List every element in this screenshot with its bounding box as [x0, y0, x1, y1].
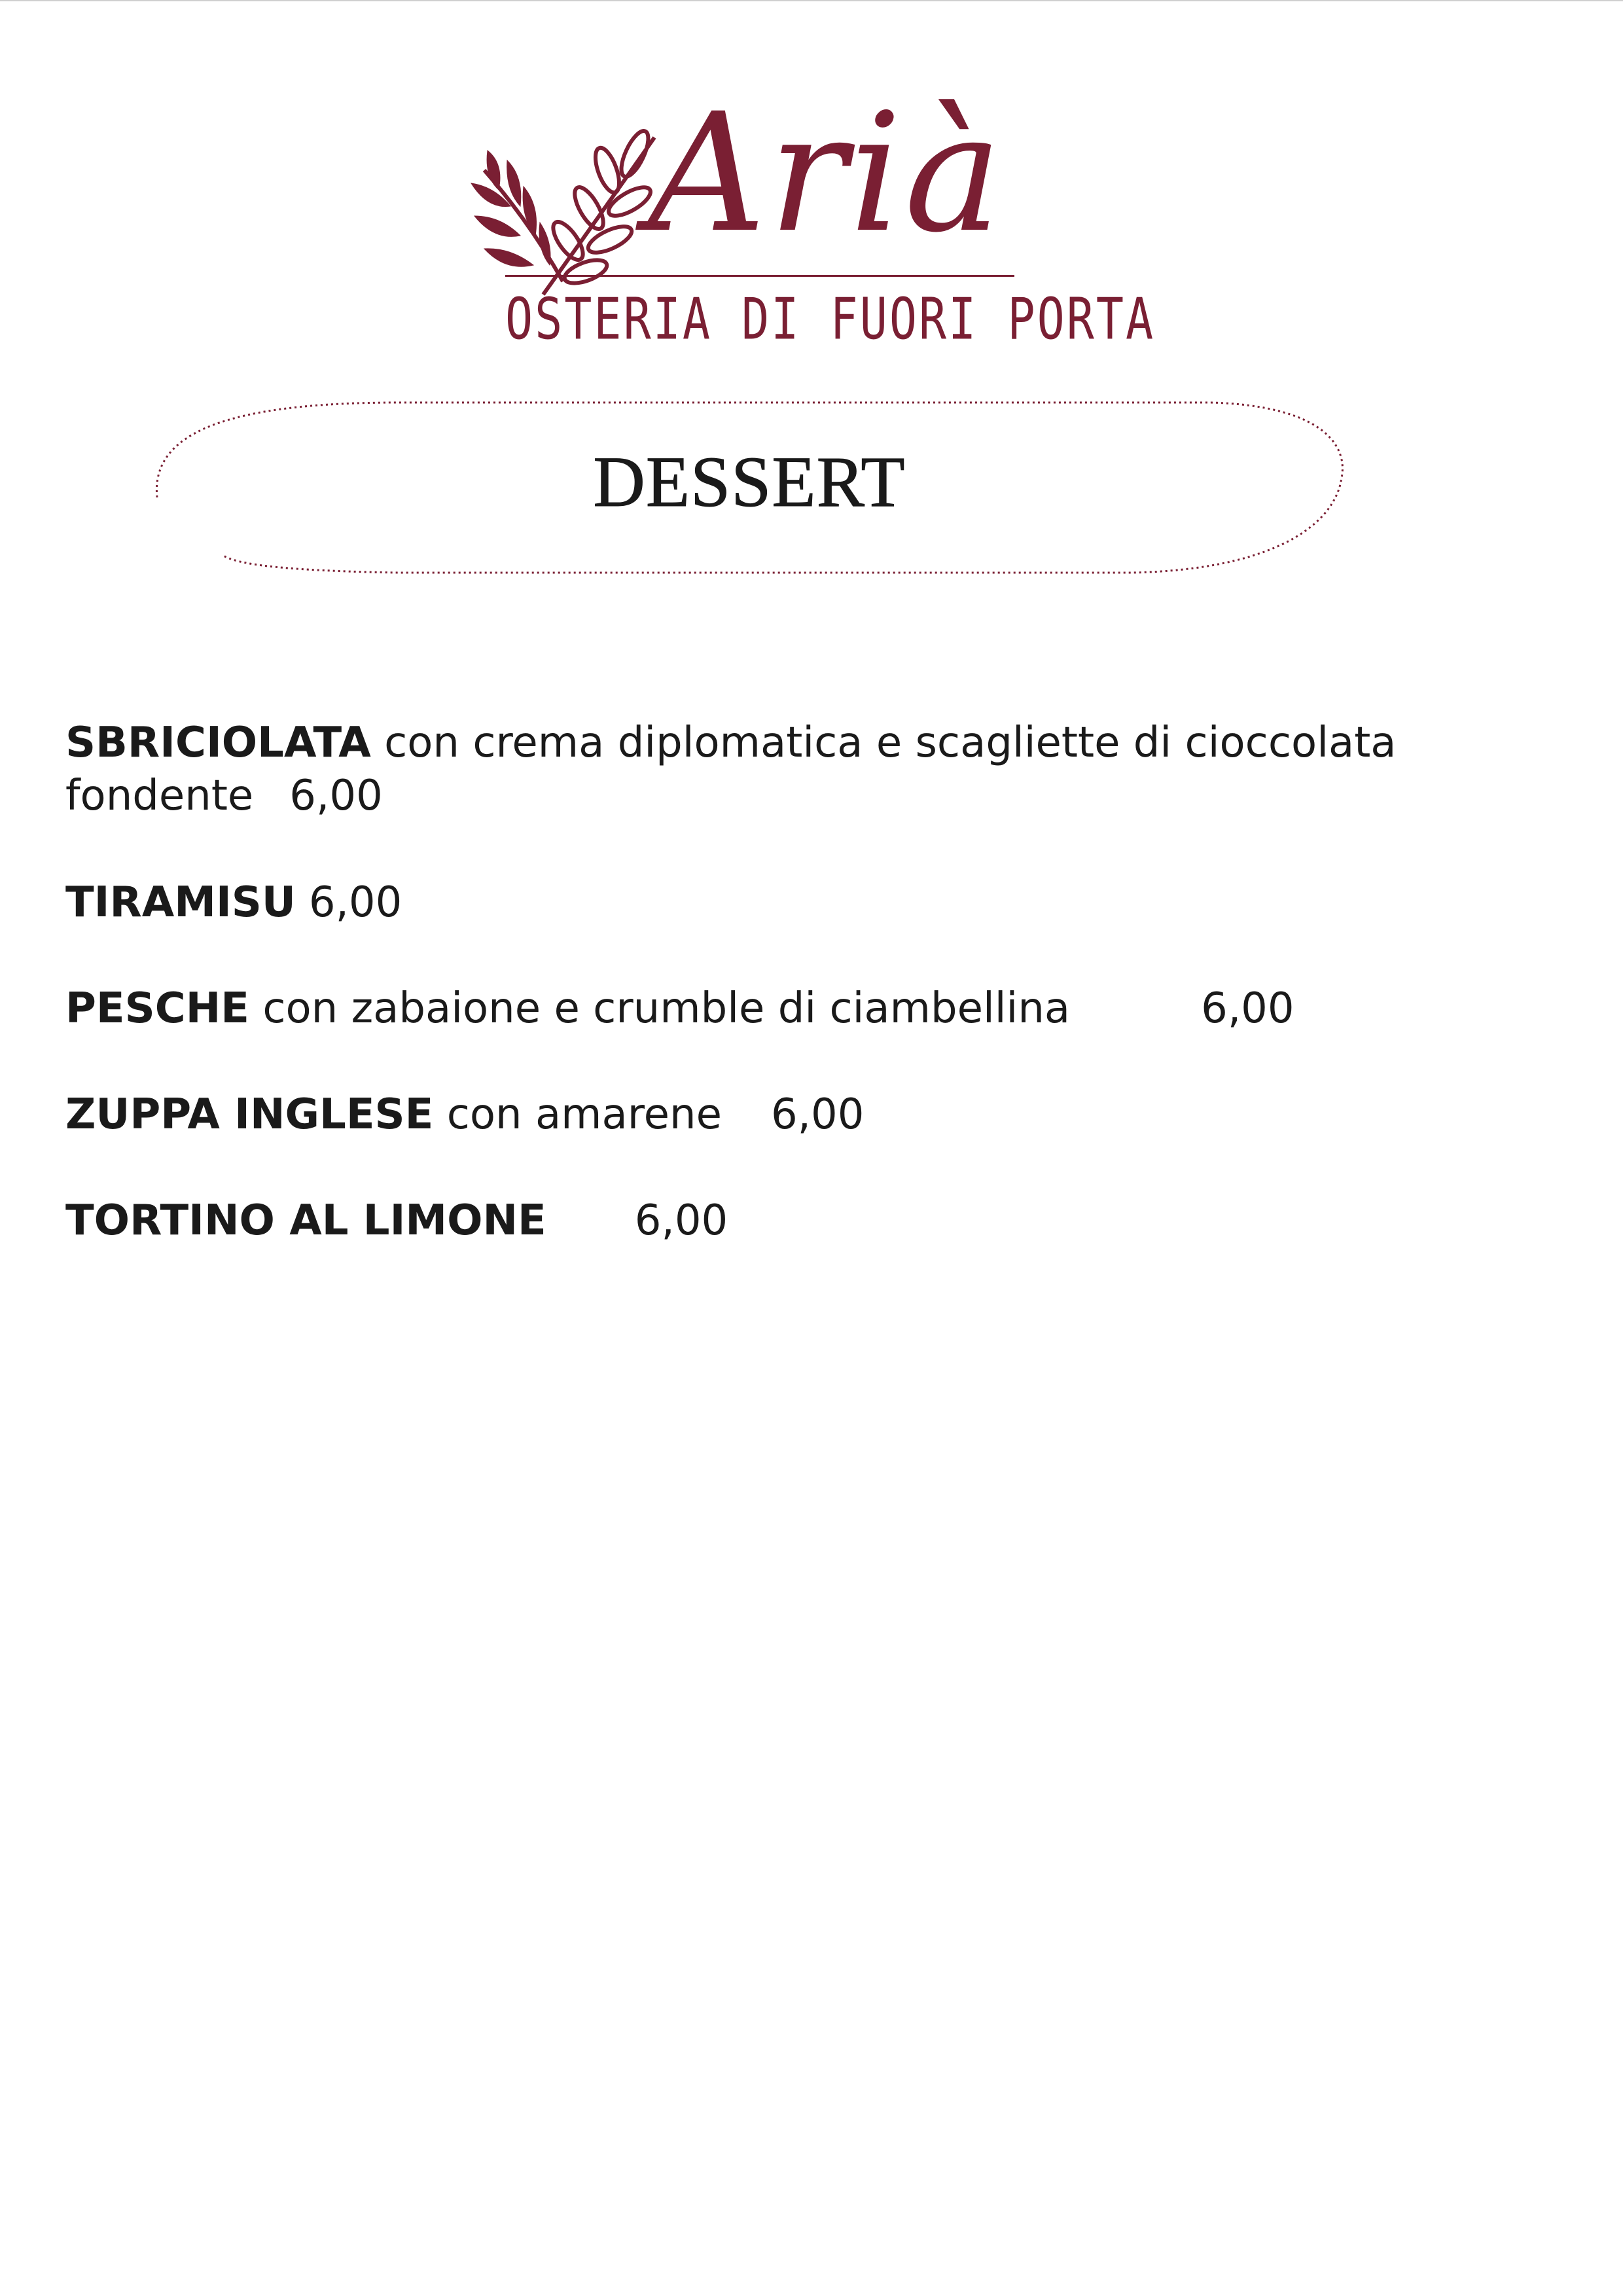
menu-item-name: SBRICIOLATA [65, 719, 371, 767]
dessert-menu [65, 717, 1571, 1245]
menu-item-name: ZUPPA INGLESE [65, 1090, 434, 1139]
menu-item-name: TIRAMISU [65, 878, 296, 927]
menu-item-description: con zabaione e crumble di ciambellina [249, 984, 1071, 1033]
logo-wordmark: Arià [648, 78, 1005, 268]
menu-item-price: 6,00 [770, 1090, 865, 1139]
menu-item-price: 6,00 [289, 772, 383, 820]
section-title: DESSERT [593, 442, 906, 522]
section-banner [151, 393, 1348, 583]
logo-divider [505, 275, 1014, 277]
menu-item-description: con amarene [433, 1090, 722, 1139]
menu-item-price: 6,00 [308, 878, 402, 927]
menu-item [65, 876, 402, 929]
top-border [0, 0, 1623, 1]
menu-item [65, 717, 1571, 823]
menu-item [65, 1194, 728, 1247]
menu-item-description: fondente [65, 772, 254, 820]
menu-item [65, 1088, 864, 1141]
menu-item-price: 6,00 [634, 1196, 728, 1245]
logo-tagline: OSTERIA DI FUORI PORTA [505, 285, 1156, 353]
restaurant-logo [458, 78, 1156, 360]
menu-item-name: PESCHE [65, 984, 249, 1033]
menu-item-name: TORTINO AL LIMONE [65, 1196, 546, 1245]
menu-item [65, 982, 1294, 1035]
menu-item-description: con crema diplomatica e scagliette di cioccolata [370, 719, 1397, 767]
menu-item-price: 6,00 [1201, 984, 1294, 1033]
